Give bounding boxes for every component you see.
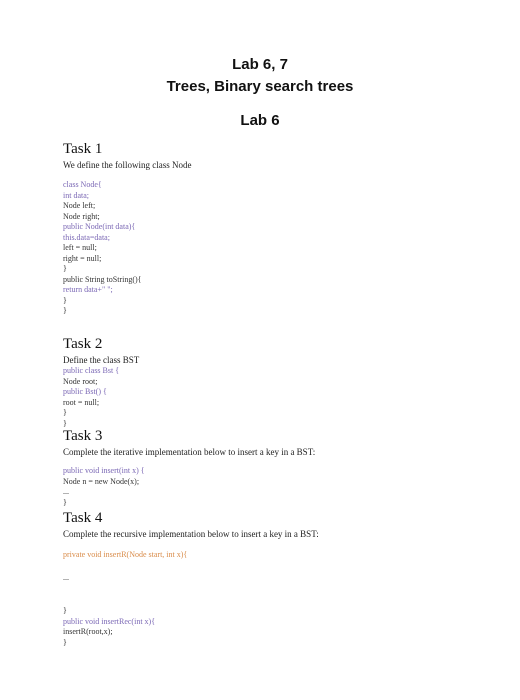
code-line: public Node(int data){	[63, 222, 136, 231]
code-line: }	[63, 264, 67, 273]
code-line: right = null;	[63, 253, 102, 263]
code-line: public void insert(int x) {	[63, 466, 145, 475]
code-line: ...	[63, 487, 69, 496]
code-line: }	[63, 295, 67, 305]
code-line: Node n = new Node(x);	[63, 476, 140, 486]
code-line: class Node{	[63, 180, 102, 189]
task1-heading: Task 1	[63, 141, 103, 157]
task1-code-block	[63, 180, 142, 317]
code-line: public String toString(){	[63, 274, 142, 284]
code-line: ...	[63, 573, 69, 582]
code-line: Node right;	[63, 211, 100, 221]
code-line: }	[63, 306, 67, 315]
code-line: insertR(root,x);	[63, 627, 113, 636]
code-line: root = null;	[63, 397, 100, 407]
task2-heading: Task 2	[63, 336, 103, 352]
task2-description: Define the class BST	[63, 355, 140, 365]
task3-code-block	[63, 466, 145, 508]
code-line: private void insertR(Node start, int x){	[63, 550, 188, 559]
code-line: public Bst() {	[63, 387, 107, 396]
task4-code-block-b	[63, 606, 155, 648]
code-line: }	[63, 418, 67, 428]
task4-description: Complete the recursive implementation below to insert a key in a BST:	[63, 529, 319, 539]
code-line: left = null;	[63, 243, 97, 252]
lab-title: Lab 6, 7	[232, 56, 288, 73]
lab-number-label: Lab 6	[240, 112, 280, 129]
code-line: }	[63, 408, 67, 417]
code-line: public void insertRec(int x){	[63, 616, 156, 626]
code-line: }	[63, 606, 67, 615]
code-line: }	[63, 497, 67, 507]
task3-heading: Task 3	[63, 428, 103, 444]
code-line: return data+" ";	[63, 285, 113, 294]
code-line: public class Bst {	[63, 366, 120, 375]
task4-ellipsis	[63, 573, 69, 584]
task2-code-block	[63, 366, 119, 429]
code-line: }	[63, 637, 67, 647]
code-line: int data;	[63, 190, 89, 200]
task1-description: We define the following class Node	[63, 160, 192, 170]
code-line: Node left;	[63, 201, 96, 210]
lab-subtitle: Trees, Binary search trees	[166, 78, 354, 95]
task4-code-block-a	[63, 550, 187, 561]
task3-description: Complete the iterative implementation below to insert a key in a BST:	[63, 447, 316, 457]
code-line: Node root;	[63, 376, 98, 386]
code-line: this.data=data;	[63, 232, 110, 242]
task4-heading: Task 4	[63, 510, 103, 526]
